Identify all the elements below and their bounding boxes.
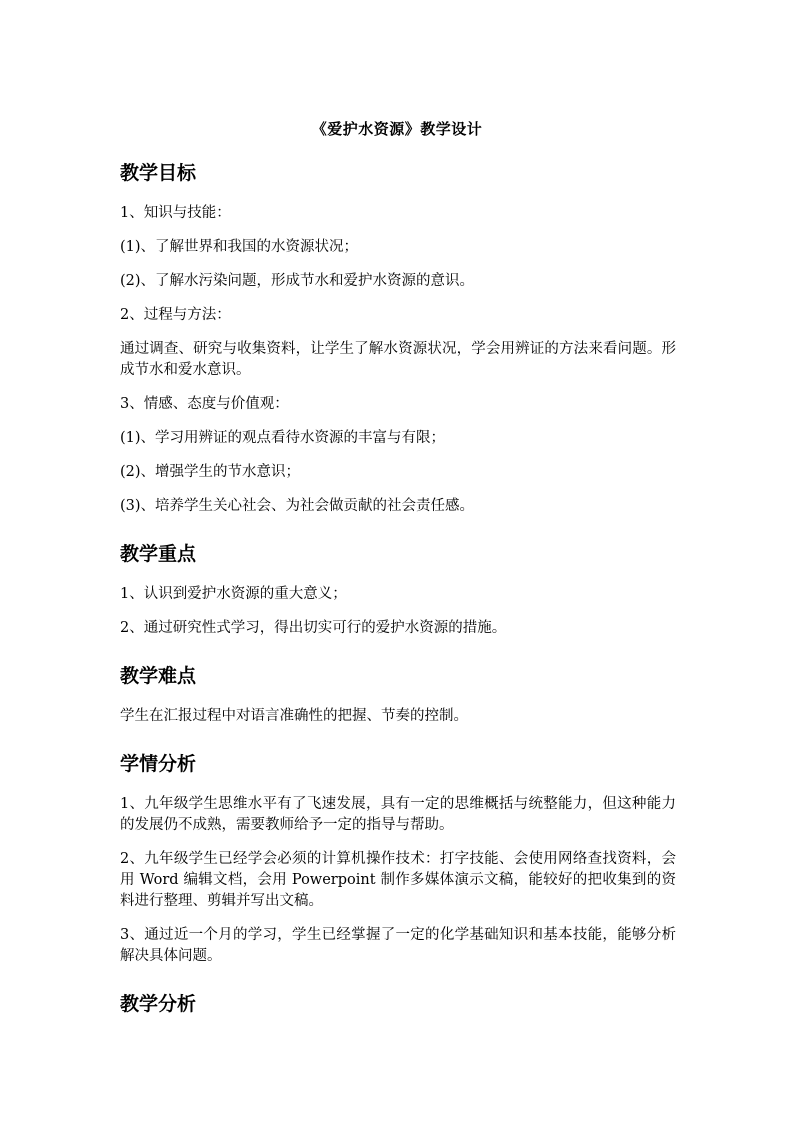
paragraph: (3)、培养学生关心社会、为社会做贡献的社会责任感。 [120,498,475,514]
paragraph: 1、九年级学生思维水平有了飞速发展，具有一定的思维概括与统整能力，但这种能力的发展仍不成熟，需要教师给予一定的指导与帮助。 [120,796,676,833]
paragraph: 2、九年级学生已经学会必须的计算机操作技术：打字技能、会使用网络查找资料，会用 Word 编辑文档，会用 Powerpoint 制作多媒体演示文稿，能较好的把收集到的资料进行整理、剪辑并写出文稿。 [120,851,676,909]
section-heading: 学情分析 [120,753,197,775]
section-teaching-focus [120,541,676,639]
section-teaching-analysis [120,991,676,1017]
document-body [120,160,676,1041]
paragraph: (2)、增强学生的节水意识； [120,464,301,480]
paragraph: (1)、了解世界和我国的水资源状况； [120,239,359,255]
paragraph: (1)、学习用辨证的观点看待水资源的丰富与有限； [120,430,446,446]
section-teaching-difficulty [120,663,676,727]
section-heading: 教学分析 [120,993,197,1015]
section-teaching-objectives [120,160,676,517]
paragraph: 2、通过研究性式学习，得出切实可行的爱护水资源的措施。 [120,620,507,636]
section-heading: 教学重点 [120,543,197,565]
paragraph: 3、情感、态度与价值观： [120,396,289,412]
paragraph: 1、认识到爱护水资源的重大意义； [120,586,347,602]
section-heading: 教学难点 [120,665,197,687]
paragraph: 通过调查、研究与收集资料，让学生了解水资源状况，学会用辨证的方法来看问题。形成节水和爱水意识。 [120,341,676,378]
paragraph: 1、知识与技能： [120,205,231,221]
paragraph: 学生在汇报过程中对语言准确性的把握、节奏的控制。 [120,708,468,724]
section-learner-analysis [120,751,676,967]
document-title: 《爱护水资源》教学设计 [311,120,483,138]
paragraph: 3、通过近一个月的学习，学生已经掌握了一定的化学基础知识和基本技能，能够分析解决具体问题。 [120,927,676,964]
section-heading: 教学目标 [120,162,197,184]
paragraph: 2、过程与方法： [120,307,231,323]
paragraph: (2)、了解水污染问题，形成节水和爱护水资源的意识。 [120,273,475,289]
